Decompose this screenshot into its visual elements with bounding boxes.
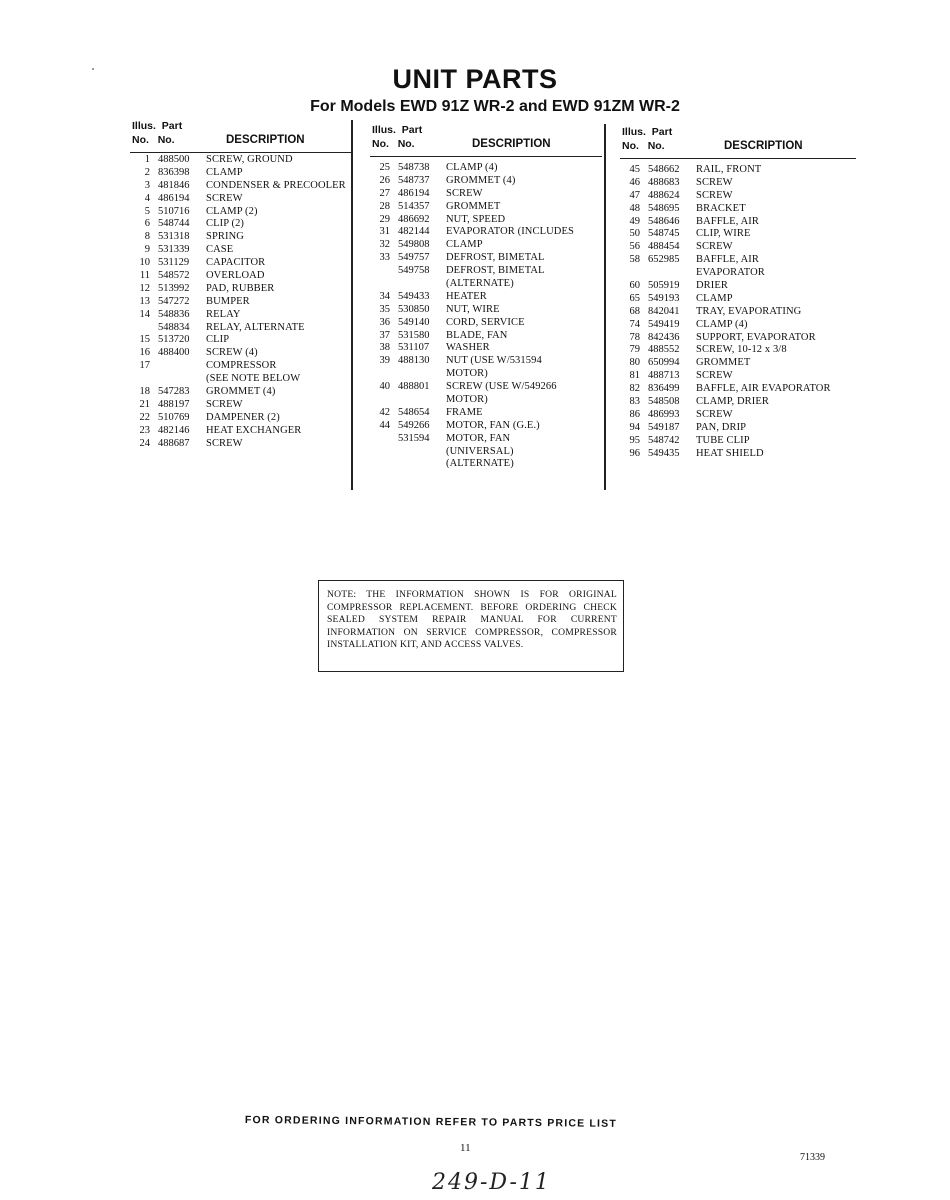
- illus-number: 2: [144, 166, 150, 178]
- header-illus-part: Illus. Part: [622, 126, 673, 138]
- part-number: 531580: [398, 329, 430, 341]
- parts-row: [130, 154, 352, 167]
- illus-number: 4: [144, 192, 150, 204]
- part-description: DAMPENER (2): [206, 411, 280, 423]
- illus-number: 58: [629, 254, 640, 266]
- parts-row: [130, 399, 352, 412]
- part-description: (SEE NOTE BELOW: [206, 373, 301, 385]
- part-number: 842041: [648, 305, 680, 317]
- header-description: DESCRIPTION: [226, 134, 305, 146]
- part-number: 514357: [398, 200, 430, 212]
- part-number: 548662: [648, 164, 680, 175]
- part-number: 513720: [158, 334, 190, 346]
- illus-number: 21: [139, 398, 150, 410]
- part-description: MOTOR, FAN: [446, 432, 511, 444]
- illus-number: 15: [139, 334, 150, 346]
- parts-row: [620, 177, 856, 190]
- illus-number: 27: [379, 187, 390, 199]
- parts-row: [370, 162, 602, 175]
- illus-number: 3: [144, 179, 150, 191]
- part-description: SCREW: [206, 192, 243, 204]
- illus-number: 45: [629, 164, 640, 175]
- part-number: 548508: [648, 396, 680, 408]
- part-number: 549187: [648, 421, 680, 433]
- parts-row: [620, 267, 856, 280]
- part-description: NUT, SPEED: [446, 213, 506, 225]
- part-description: (UNIVERSAL): [446, 445, 514, 457]
- part-number: 531318: [158, 231, 190, 243]
- document-number: 71339: [800, 1152, 825, 1163]
- illus-number: 39: [379, 355, 390, 367]
- part-description: SCREW (USE W/549266: [446, 381, 557, 393]
- illus-number: 65: [629, 292, 640, 304]
- part-description: SCREW: [206, 437, 243, 449]
- illus-number: 35: [379, 303, 390, 315]
- part-description: SCREW: [696, 370, 733, 382]
- part-description: (ALTERNATE): [446, 458, 514, 470]
- parts-row: [130, 180, 352, 193]
- part-description: BAFFLE, AIR: [696, 215, 759, 227]
- part-number: 548836: [158, 308, 190, 320]
- part-number: 510769: [158, 411, 190, 423]
- illus-number: 50: [629, 228, 640, 240]
- parts-row: [130, 270, 352, 283]
- part-number: 548738: [398, 162, 430, 173]
- illus-number: 22: [139, 411, 150, 423]
- parts-row: [130, 231, 352, 244]
- part-description: CLAMP: [696, 292, 733, 304]
- illus-number: 86: [629, 408, 640, 420]
- part-number: 549419: [648, 318, 680, 330]
- illus-number: 80: [629, 357, 640, 369]
- part-number: 488683: [648, 176, 680, 188]
- part-description: BLADE, FAN: [446, 329, 508, 341]
- part-number: 548695: [648, 202, 680, 214]
- part-number: 488624: [648, 189, 680, 201]
- parts-row: [130, 193, 352, 206]
- illus-number: 26: [379, 174, 390, 186]
- part-number: 488130: [398, 355, 430, 367]
- illus-number: 81: [629, 370, 640, 382]
- part-number: 531129: [158, 257, 190, 269]
- part-number: 488454: [648, 241, 680, 253]
- part-description: NUT, WIRE: [446, 303, 500, 315]
- column-header: [370, 124, 602, 158]
- illus-number: 33: [379, 252, 390, 264]
- part-number: 531107: [398, 342, 430, 354]
- illus-number: 14: [139, 308, 150, 320]
- part-number: 549140: [398, 316, 430, 328]
- part-description: RAIL, FRONT: [696, 164, 762, 175]
- part-number: 486993: [648, 408, 680, 420]
- parts-row: [370, 317, 602, 330]
- part-number: 482144: [398, 226, 430, 238]
- header-rule: [370, 156, 602, 157]
- part-number: 549266: [398, 419, 430, 431]
- part-description: CLIP: [206, 334, 230, 346]
- part-description: CAPACITOR: [206, 257, 266, 269]
- part-description: GROMMET: [696, 357, 751, 369]
- part-description: GROMMET (4): [206, 386, 276, 398]
- part-number: 482146: [158, 424, 190, 436]
- part-description: PAN, DRIP: [696, 421, 747, 433]
- parts-row: [370, 214, 602, 227]
- illus-number: 46: [629, 176, 640, 188]
- illus-number: 82: [629, 383, 640, 395]
- parts-row: [370, 394, 602, 407]
- parts-row: [370, 188, 602, 201]
- parts-row: [620, 254, 856, 267]
- part-description: CONDENSER & PRECOOLER: [206, 179, 346, 191]
- part-description: SCREW (4): [206, 347, 258, 359]
- compressor-note: NOTE: THE INFORMATION SHOWN IS FOR ORIGINAL COMPRESSOR REPLACEMENT. BEFORE ORDERING CHECK SEALED SYSTEM REPAIR MANUAL FOR CURRENT INFORMATION ON SERVICE COMPRESSOR, COMPRESSOR INSTALLATION KIT, AND ACCESS VALVES.: [318, 580, 624, 672]
- illus-number: 40: [379, 381, 390, 393]
- parts-row: [370, 330, 602, 343]
- part-description: BAFFLE, AIR: [696, 254, 759, 266]
- illus-number: 78: [629, 331, 640, 343]
- part-description: SCREW: [696, 176, 733, 188]
- part-description: SCREW: [206, 398, 243, 410]
- part-description: RELAY, ALTERNATE: [206, 321, 305, 333]
- parts-row: [620, 357, 856, 370]
- part-number: 488500: [158, 154, 190, 165]
- parts-row: [370, 355, 602, 368]
- header-no: No. No.: [622, 140, 665, 152]
- part-description: MOTOR, FAN (G.E.): [446, 419, 540, 431]
- part-description: CLAMP: [206, 166, 243, 178]
- illus-number: 96: [629, 447, 640, 459]
- parts-row: [370, 291, 602, 304]
- header-rule: [130, 152, 352, 153]
- illus-number: 11: [139, 270, 150, 282]
- part-description: (ALTERNATE): [446, 278, 514, 290]
- parts-row: [130, 283, 352, 296]
- part-description: SCREW: [696, 189, 733, 201]
- part-description: EVAPORATOR: [696, 267, 765, 279]
- part-number: 486194: [398, 187, 430, 199]
- header-no: No. No.: [132, 134, 175, 146]
- part-description: OVERLOAD: [206, 270, 265, 282]
- parts-row: [370, 278, 602, 291]
- column-divider: [351, 120, 353, 490]
- part-number: 548834: [158, 321, 190, 333]
- part-number: 481846: [158, 179, 190, 191]
- part-description: FRAME: [446, 406, 483, 418]
- illus-number: 83: [629, 396, 640, 408]
- illus-number: 25: [379, 162, 390, 173]
- illus-number: 42: [379, 406, 390, 418]
- part-description: DEFROST, BIMETAL: [446, 252, 545, 264]
- part-description: SCREW: [446, 187, 483, 199]
- illus-number: 48: [629, 202, 640, 214]
- part-description: SUPPORT, EVAPORATOR: [696, 331, 816, 343]
- illus-number: 5: [144, 205, 150, 217]
- parts-row: [130, 373, 352, 386]
- part-number: 548572: [158, 270, 190, 282]
- illus-number: 10: [139, 257, 150, 269]
- part-description: SPRING: [206, 231, 244, 243]
- header-rule: [620, 158, 856, 159]
- part-description: NUT (USE W/531594: [446, 355, 542, 367]
- illus-number: 24: [139, 437, 150, 449]
- page-number: 11: [460, 1142, 471, 1154]
- part-description: DEFROST, BIMETAL: [446, 265, 545, 277]
- part-number: 547283: [158, 386, 190, 398]
- part-description: HEATER: [446, 290, 487, 302]
- part-number: 505919: [648, 280, 680, 292]
- illus-number: 36: [379, 316, 390, 328]
- parts-row: [130, 244, 352, 257]
- parts-row: [620, 435, 856, 448]
- illus-number: 18: [139, 386, 150, 398]
- parts-row: [130, 257, 352, 270]
- illus-number: 38: [379, 342, 390, 354]
- part-description: CORD, SERVICE: [446, 316, 525, 328]
- part-description: BAFFLE, AIR EVAPORATOR: [696, 383, 831, 395]
- part-description: SCREW, 10-12 x 3/8: [696, 344, 787, 356]
- part-number: 488400: [158, 347, 190, 359]
- parts-row: [130, 360, 352, 373]
- illus-number: 1: [144, 154, 150, 165]
- illus-number: 6: [144, 218, 150, 230]
- parts-row: [620, 422, 856, 435]
- parts-list: [620, 164, 856, 460]
- header-description: DESCRIPTION: [472, 138, 551, 150]
- illus-number: 13: [139, 295, 150, 307]
- illus-number: 17: [139, 360, 150, 372]
- column-divider: [604, 124, 606, 490]
- part-description: CLAMP (4): [446, 162, 498, 173]
- part-description: MOTOR): [446, 368, 488, 380]
- illus-number: 31: [379, 226, 390, 238]
- illus-number: 28: [379, 200, 390, 212]
- parts-row: [130, 334, 352, 347]
- parts-row: [130, 218, 352, 231]
- part-description: PAD, RUBBER: [206, 282, 275, 294]
- parts-row: [620, 280, 856, 293]
- parts-row: [370, 201, 602, 214]
- parts-row: [130, 438, 352, 451]
- part-number: 548742: [648, 434, 680, 446]
- parts-row: [620, 344, 856, 357]
- parts-row: [370, 252, 602, 265]
- part-description: CLAMP, DRIER: [696, 396, 769, 408]
- part-number: 549757: [398, 252, 430, 264]
- parts-list: [370, 162, 602, 471]
- illus-number: 60: [629, 280, 640, 292]
- parts-row: [130, 167, 352, 180]
- parts-row: [370, 226, 602, 239]
- part-number: 652985: [648, 254, 680, 266]
- illus-number: 49: [629, 215, 640, 227]
- illus-number: 47: [629, 189, 640, 201]
- part-number: 488687: [158, 437, 190, 449]
- part-number: 531594: [398, 432, 430, 444]
- parts-row: [370, 446, 602, 459]
- handwritten-annotation: 249-D-11: [432, 1170, 551, 1195]
- parts-row: [620, 216, 856, 229]
- part-description: SCREW: [696, 241, 733, 253]
- part-number: 549435: [648, 447, 680, 459]
- parts-row: [370, 368, 602, 381]
- illus-number: 34: [379, 290, 390, 302]
- parts-row: [620, 332, 856, 345]
- part-number: 549193: [648, 292, 680, 304]
- part-description: CLIP, WIRE: [696, 228, 751, 240]
- ordering-footer: FOR ORDERING INFORMATION REFER TO PARTS PRICE LIST: [244, 1114, 618, 1130]
- parts-row: [620, 383, 856, 396]
- part-number: 548654: [398, 406, 430, 418]
- header-illus-part: Illus. Part: [132, 120, 183, 132]
- illus-number: 12: [139, 282, 150, 294]
- parts-row: [620, 241, 856, 254]
- header-description: DESCRIPTION: [724, 140, 803, 152]
- part-number: 549433: [398, 290, 430, 302]
- parts-row: [620, 448, 856, 461]
- part-number: 486194: [158, 192, 190, 204]
- part-number: 510716: [158, 205, 190, 217]
- parts-row: [370, 458, 602, 471]
- parts-row: [130, 206, 352, 219]
- part-description: SCREW, GROUND: [206, 154, 293, 165]
- parts-row: [130, 412, 352, 425]
- part-description: DRIER: [696, 280, 728, 292]
- parts-row: [620, 319, 856, 332]
- part-description: CLAMP: [446, 239, 483, 251]
- part-number: 549758: [398, 265, 430, 277]
- illus-number: 8: [144, 231, 150, 243]
- parts-row: [130, 322, 352, 335]
- page-subtitle: For Models EWD 91Z WR-2 and EWD 91ZM WR-2: [310, 98, 680, 115]
- part-number: 547272: [158, 295, 190, 307]
- parts-column-3: [620, 126, 856, 459]
- part-number: 549808: [398, 239, 430, 251]
- part-number: 486692: [398, 213, 430, 225]
- parts-row: [620, 293, 856, 306]
- parts-column-2: [370, 124, 602, 470]
- part-description: TRAY, EVAPORATING: [696, 305, 802, 317]
- illus-number: 16: [139, 347, 150, 359]
- parts-row: [620, 164, 856, 177]
- part-number: 548744: [158, 218, 190, 230]
- page-title: UNIT PARTS: [392, 64, 558, 94]
- parts-row: [620, 306, 856, 319]
- part-description: GROMMET: [446, 200, 501, 212]
- illus-number: 32: [379, 239, 390, 251]
- part-description: EVAPORATOR (INCLUDES: [446, 226, 574, 238]
- part-description: CASE: [206, 244, 234, 256]
- part-number: 488197: [158, 398, 190, 410]
- illus-number: 23: [139, 424, 150, 436]
- part-number: 548737: [398, 174, 430, 186]
- part-description: CLIP (2): [206, 218, 245, 230]
- parts-column-1: [130, 120, 352, 450]
- part-description: SCREW: [696, 408, 733, 420]
- parts-row: [130, 386, 352, 399]
- illus-number: 95: [629, 434, 640, 446]
- part-description: HEAT SHIELD: [696, 447, 764, 459]
- parts-row: [370, 304, 602, 317]
- part-number: 836398: [158, 166, 190, 178]
- part-description: BRACKET: [696, 202, 746, 214]
- part-number: 531339: [158, 244, 190, 256]
- part-description: HEAT EXCHANGER: [206, 424, 302, 436]
- column-header: [620, 126, 856, 160]
- parts-row: [130, 296, 352, 309]
- parts-list: [130, 154, 352, 450]
- parts-row: [620, 409, 856, 422]
- parts-row: [620, 396, 856, 409]
- part-description: GROMMET (4): [446, 174, 516, 186]
- part-number: 530850: [398, 303, 430, 315]
- part-description: TUBE CLIP: [696, 434, 750, 446]
- illus-number: 56: [629, 241, 640, 253]
- parts-row: [370, 381, 602, 394]
- parts-row: [370, 342, 602, 355]
- parts-row: [620, 190, 856, 203]
- parts-row: [620, 203, 856, 216]
- part-description: MOTOR): [446, 394, 488, 406]
- illus-number: 79: [629, 344, 640, 356]
- part-number: 650994: [648, 357, 680, 369]
- parts-row: [620, 370, 856, 383]
- parts-row: [620, 228, 856, 241]
- illus-number: 68: [629, 305, 640, 317]
- part-description: CLAMP (4): [696, 318, 748, 330]
- illus-number: 44: [379, 419, 390, 431]
- part-number: 548646: [648, 215, 680, 227]
- part-number: 488801: [398, 381, 430, 393]
- parts-row: [370, 433, 602, 446]
- parts-row: [130, 347, 352, 360]
- illus-number: 9: [144, 244, 150, 256]
- part-description: RELAY: [206, 308, 241, 320]
- part-number: 836499: [648, 383, 680, 395]
- part-description: CLAMP (2): [206, 205, 258, 217]
- part-description: BUMPER: [206, 295, 250, 307]
- parts-row: [370, 420, 602, 433]
- header-illus-part: Illus. Part: [372, 124, 423, 136]
- parts-row: [370, 407, 602, 420]
- illus-number: 37: [379, 329, 390, 341]
- parts-row: [370, 175, 602, 188]
- parts-row: [370, 239, 602, 252]
- column-header: [130, 120, 352, 154]
- part-number: 548745: [648, 228, 680, 240]
- part-description: COMPRESSOR: [206, 360, 277, 372]
- parts-row: [130, 425, 352, 438]
- part-number: 488713: [648, 370, 680, 382]
- part-number: 513992: [158, 282, 190, 294]
- illus-number: 29: [379, 213, 390, 225]
- parts-row: [370, 265, 602, 278]
- illus-number: 74: [629, 318, 640, 330]
- part-number: 488552: [648, 344, 680, 356]
- part-number: 842436: [648, 331, 680, 343]
- part-description: WASHER: [446, 342, 490, 354]
- illus-number: 94: [629, 421, 640, 433]
- parts-row: [130, 309, 352, 322]
- header-no: No. No.: [372, 138, 415, 150]
